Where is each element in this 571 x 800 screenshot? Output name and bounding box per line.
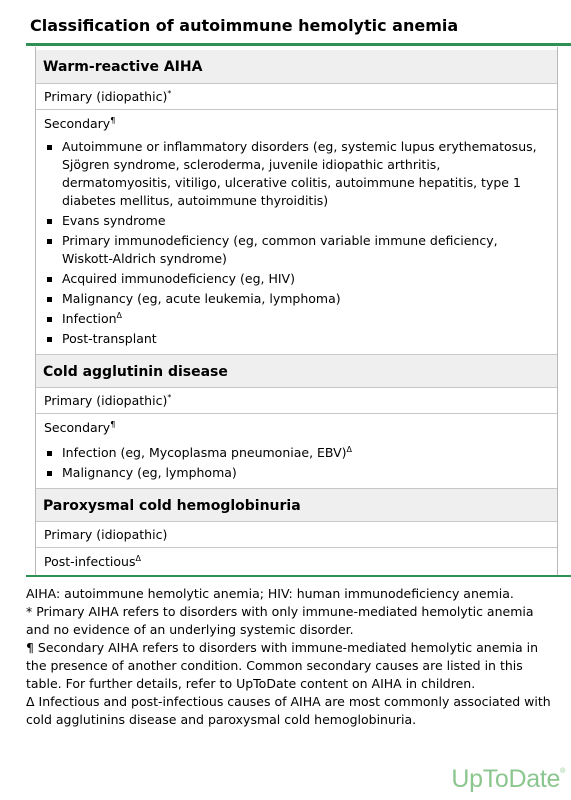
uptodate-logo: UpToDate® bbox=[451, 765, 565, 793]
row-pch-primary bbox=[36, 522, 557, 548]
cold-secondary-list bbox=[44, 444, 549, 484]
pch-post-label: Post-infectious bbox=[44, 554, 136, 569]
list-item: Evans syndrome bbox=[44, 212, 549, 230]
row-cold-primary bbox=[36, 388, 557, 414]
row-pch-post bbox=[36, 548, 557, 575]
pch-post-mark: Δ bbox=[135, 554, 141, 563]
page-title: Classification of autoimmune hemolytic anemia bbox=[30, 16, 459, 35]
warm-secondary-label: Secondary bbox=[44, 116, 111, 131]
warm-secondary-mark: ¶ bbox=[110, 116, 116, 125]
row-warm-secondary bbox=[36, 110, 557, 353]
list-item: Autoimmune or inflammatory disorders (eg, systemic lupus erythematosus, Sjögren syndrome, scleroderma, juvenile idiopathic arthritis, dermatomyositis, vitiligo, ulcerative colitis, autoimmune hepatitis, type 1 diabetes mellitus, autoimmune thyroiditis) bbox=[44, 138, 549, 210]
footnote-primary: * Primary AIHA refers to disorders with only immune-mediated hemolytic anemia and no evidence of an underlying systemic disorder. bbox=[26, 604, 534, 637]
cold-secondary-label: Secondary bbox=[44, 420, 111, 435]
row-cold-secondary bbox=[36, 414, 557, 488]
list-item: Primary immunodeficiency (eg, common variable immune deficiency, Wiskott-Aldrich syndrome) bbox=[44, 232, 549, 268]
list-item: Post-transplant bbox=[44, 330, 549, 348]
cold-secondary-mark: ¶ bbox=[110, 420, 116, 429]
footnote-abbreviations: AIHA: autoimmune hemolytic anemia; HIV: human immunodeficiency anemia. bbox=[26, 586, 514, 601]
section-heading-warm: Warm-reactive AIHA bbox=[36, 50, 557, 84]
list-item: Malignancy (eg, acute leukemia, lymphoma) bbox=[44, 290, 549, 308]
warm-primary-label: Primary (idiopathic) bbox=[44, 89, 168, 104]
cold-primary-mark: * bbox=[167, 393, 172, 402]
cold-primary-label: Primary (idiopathic) bbox=[44, 393, 168, 408]
footnote-infectious: Δ Infectious and post-infectious causes of AIHA are most commonly associated with cold agglutinins disease and paroxysmal cold hemoglobinuria. bbox=[26, 694, 551, 727]
pch-primary-label: Primary (idiopathic) bbox=[44, 527, 168, 542]
list-item: Malignancy (eg, lymphoma) bbox=[44, 464, 549, 482]
list-item: Infection (eg, Mycoplasma pneumoniae, EBV)$^\Delta$ bbox=[44, 444, 549, 462]
section-heading-cold: Cold agglutinin disease bbox=[36, 354, 557, 388]
row-warm-primary bbox=[36, 84, 557, 110]
footnotes bbox=[26, 585, 556, 729]
bottom-divider bbox=[26, 575, 571, 577]
list-item: Acquired immunodeficiency (eg, HIV) bbox=[44, 270, 549, 288]
section-heading-pch: Paroxysmal cold hemoglobinuria bbox=[36, 488, 557, 522]
warm-primary-mark: * bbox=[167, 89, 172, 98]
list-item: Infection$^\Delta$ bbox=[44, 310, 549, 328]
classification-table bbox=[35, 47, 558, 575]
top-divider bbox=[26, 43, 571, 46]
warm-secondary-list bbox=[44, 138, 549, 350]
footnote-secondary: ¶ Secondary AIHA refers to disorders with immune-mediated hemolytic anemia in the presence of another condition. Common secondary causes are listed in this table. For further details, refer to UpToDate content on AIHA in children. bbox=[26, 640, 539, 691]
